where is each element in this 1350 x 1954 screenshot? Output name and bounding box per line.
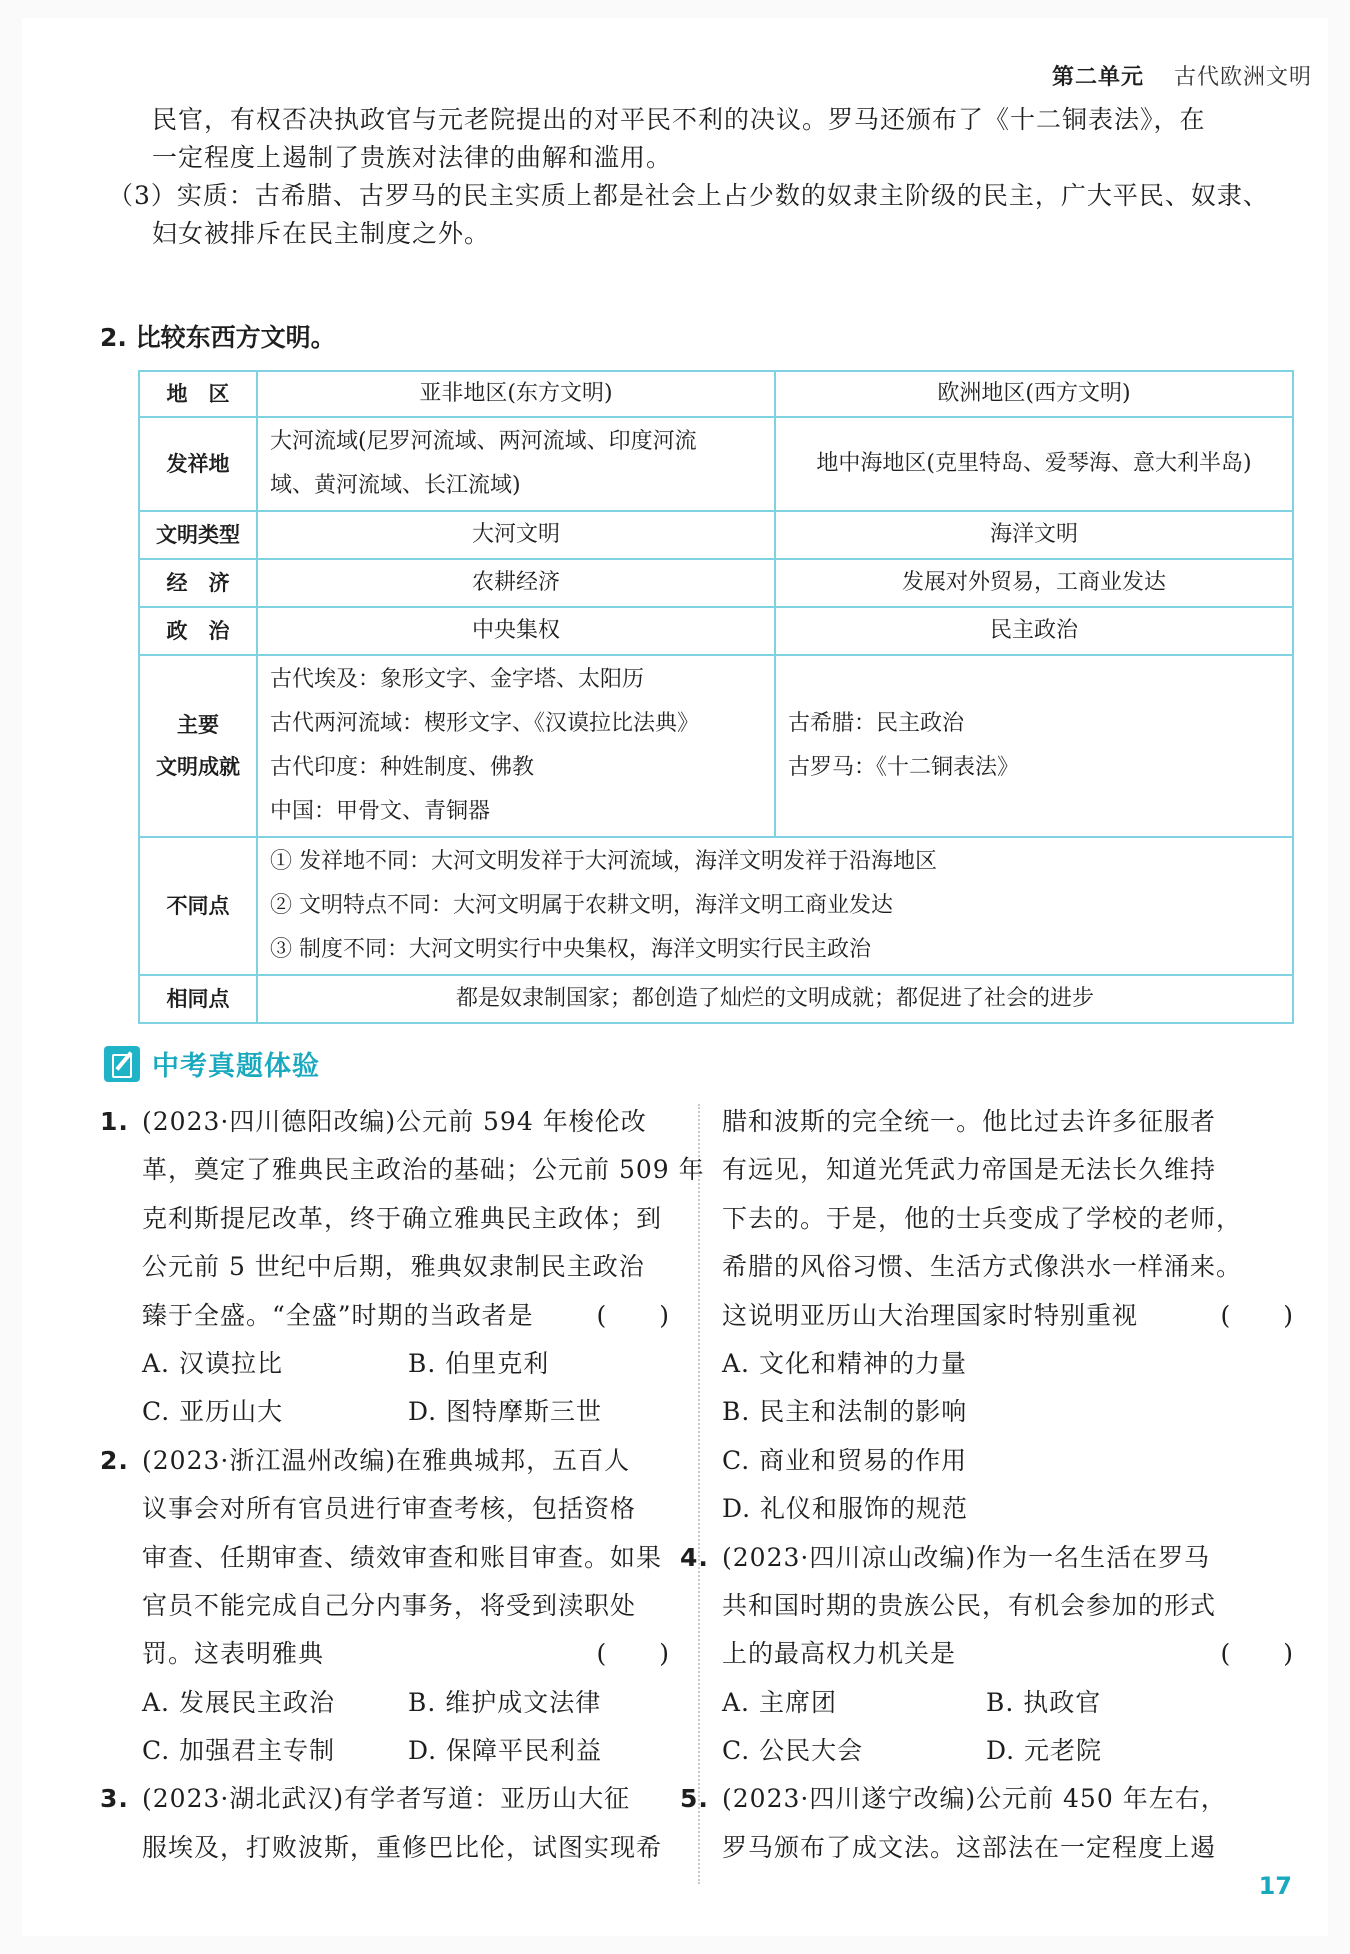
comparison-table bbox=[138, 370, 1294, 1024]
table-cell bbox=[257, 417, 775, 511]
question-text: (2023·湖北武汉)有学者写道：亚历山大征 bbox=[142, 1784, 631, 1814]
question-line bbox=[100, 1146, 705, 1194]
question-line bbox=[100, 1824, 680, 1872]
question-line bbox=[100, 1485, 680, 1533]
question-text: 共和国时期的贵族公民，有机会参加的形式 bbox=[722, 1590, 1217, 1620]
cell-line: ③ 制度不同：大河文明实行中央集权，海洋文明实行民主政治 bbox=[270, 937, 871, 962]
table-row bbox=[139, 837, 1293, 975]
table-cell: 都是奴隶制国家；都创造了灿烂的文明成就；都促进了社会的进步 bbox=[257, 975, 1293, 1023]
cell-line: ① 发祥地不同：大河文明发祥于大河流域，海洋文明发祥于沿海地区 bbox=[270, 849, 937, 874]
option-d[interactable]: D. 礼仪和服饰的规范 bbox=[722, 1494, 969, 1524]
table-row bbox=[139, 655, 1293, 837]
table-cell bbox=[257, 837, 1293, 975]
table-cell: 民主政治 bbox=[775, 607, 1293, 655]
cell-line: 古希腊：民主政治 bbox=[788, 711, 965, 736]
question-line bbox=[100, 1534, 680, 1582]
cell-line: 古代印度：种姓制度、佛教 bbox=[270, 755, 535, 780]
row-label: 不同点 bbox=[139, 837, 257, 975]
answer-blank[interactable]: ( ) bbox=[596, 1300, 670, 1330]
table-cell: 中央集权 bbox=[257, 607, 775, 655]
question-line bbox=[100, 1437, 680, 1485]
table-row bbox=[139, 417, 1293, 511]
options-row bbox=[100, 1727, 680, 1775]
unit-name: 古代欧洲文明 bbox=[1173, 65, 1312, 90]
row-label-line: 主要 bbox=[177, 713, 219, 737]
question-text: 罗马颁布了成文法。这部法在一定程度上遏 bbox=[722, 1832, 1217, 1862]
question-text: 这说明亚历山大治理国家时特别重视 bbox=[722, 1300, 1139, 1330]
option-d[interactable]: D. 保障平民利益 bbox=[408, 1736, 603, 1766]
question-text: 腊和波斯的完全统一。他比过去许多征服者 bbox=[722, 1107, 1217, 1136]
column-divider bbox=[698, 1104, 700, 1884]
question-line bbox=[100, 1243, 680, 1291]
table-cell: 欧洲地区(西方文明) bbox=[775, 371, 1293, 417]
option-b[interactable]: B. 民主和法制的影响 bbox=[722, 1397, 968, 1427]
cell-line: ② 文明特点不同：大河文明属于农耕文明，海洋文明工商业发达 bbox=[270, 893, 893, 918]
table-row bbox=[139, 511, 1293, 559]
question-line bbox=[680, 1534, 1294, 1582]
row-label: 经 济 bbox=[139, 559, 257, 607]
question-text: 克利斯提尼改革，终于确立雅典民主政体；到 bbox=[142, 1203, 663, 1233]
question-line bbox=[722, 1292, 1294, 1340]
option-c[interactable]: C. 公民大会 bbox=[722, 1736, 864, 1766]
question-number: 4. bbox=[680, 1542, 709, 1572]
table-cell bbox=[775, 655, 1293, 837]
question-line bbox=[100, 1582, 680, 1630]
table-cell: 海洋文明 bbox=[775, 511, 1293, 559]
question-text: 下去的。于是，他的士兵变成了学校的老师， bbox=[722, 1203, 1243, 1233]
question-text: 希腊的风俗习惯、生活方式像洪水一样涌来。 bbox=[722, 1252, 1243, 1282]
question-text: (2023·浙江温州改编)在雅典城邦，五百人 bbox=[142, 1445, 631, 1475]
options-row bbox=[100, 1679, 680, 1727]
option-b[interactable]: B. 维护成文法律 bbox=[408, 1687, 602, 1717]
row-label: 政 治 bbox=[139, 607, 257, 655]
question-text: 罚。这表明雅典 bbox=[142, 1639, 325, 1669]
intro-line-3: （3）实质：古希腊、古罗马的民主实质上都是社会上占少数的奴隶主阶级的民主，广大平民、奴隶、 bbox=[108, 181, 1269, 210]
question-line bbox=[722, 1195, 1294, 1243]
row-label: 发祥地 bbox=[139, 417, 257, 511]
question-text: 审查、任期审查、绩效审查和账目审查。如果 bbox=[142, 1542, 663, 1572]
cell-line: 大河流域(尼罗河流域、两河流域、印度河流 bbox=[270, 429, 697, 454]
question-number: 3. bbox=[100, 1784, 129, 1814]
row-label: 文明类型 bbox=[139, 511, 257, 559]
answer-blank[interactable]: ( ) bbox=[596, 1639, 670, 1669]
option-c[interactable]: C. 加强君主专制 bbox=[142, 1736, 336, 1766]
row-label bbox=[139, 655, 257, 837]
section-title: 2. 比较东西方文明。 bbox=[100, 323, 336, 352]
table-cell: 地中海地区(克里特岛、爱琴海、意大利半岛) bbox=[775, 417, 1293, 511]
exam-section-title: 中考真题体验 bbox=[152, 1051, 320, 1082]
question-text: (2023·四川凉山改编)作为一名生活在罗马 bbox=[722, 1542, 1211, 1572]
question-number: 5. bbox=[680, 1784, 709, 1814]
intro-line-2: 一定程度上遏制了贵族对法律的曲解和滥用。 bbox=[152, 143, 673, 172]
answer-blank[interactable]: ( ) bbox=[1220, 1639, 1294, 1669]
question-text: 革，奠定了雅典民主政治的基础；公元前 509 年 bbox=[142, 1155, 705, 1185]
table-cell: 大河文明 bbox=[257, 511, 775, 559]
option-b[interactable]: B. 执政官 bbox=[986, 1687, 1102, 1717]
question-text: 上的最高权力机关是 bbox=[722, 1639, 957, 1669]
question-line bbox=[100, 1292, 680, 1340]
options-row bbox=[722, 1727, 1294, 1775]
question-line bbox=[100, 1630, 680, 1678]
pencil-note-icon bbox=[104, 1046, 140, 1082]
question-line bbox=[722, 1824, 1294, 1872]
question-line bbox=[722, 1582, 1294, 1630]
question-line bbox=[722, 1243, 1294, 1291]
question-line bbox=[680, 1775, 1294, 1823]
intro-line-4: 妇女被排斥在民主制度之外。 bbox=[152, 219, 491, 248]
question-text: (2023·四川遂宁改编)公元前 450 年左右， bbox=[722, 1784, 1227, 1814]
question-text: 官员不能完成自己分内事务，将受到渎职处 bbox=[142, 1590, 637, 1620]
options-row bbox=[100, 1340, 680, 1388]
table-row bbox=[139, 975, 1293, 1023]
option-a[interactable]: A. 文化和精神的力量 bbox=[722, 1348, 967, 1378]
table-row bbox=[139, 559, 1293, 607]
cell-line: 古代两河流域：楔形文字、《汉谟拉比法典》 bbox=[270, 711, 700, 736]
right-column bbox=[680, 1098, 1294, 1872]
exam-section-heading bbox=[104, 1044, 320, 1083]
table-row bbox=[139, 371, 1293, 417]
question-text: 公元前 5 世纪中后期，雅典奴隶制民主政治 bbox=[142, 1252, 645, 1282]
question-line bbox=[722, 1098, 1294, 1146]
option-d[interactable]: D. 图特摩斯三世 bbox=[408, 1397, 603, 1427]
page-number: 17 bbox=[1258, 1872, 1292, 1900]
question-line bbox=[100, 1098, 680, 1146]
answer-blank[interactable]: ( ) bbox=[1220, 1300, 1294, 1330]
row-label: 地 区 bbox=[139, 371, 257, 417]
option-a[interactable]: A. 汉谟拉比 bbox=[142, 1348, 283, 1378]
question-line bbox=[722, 1630, 1294, 1678]
question-text: 议事会对所有官员进行审查考核，包括资格 bbox=[142, 1494, 637, 1524]
option-d[interactable]: D. 元老院 bbox=[986, 1736, 1103, 1766]
cell-line: 中国：甲骨文、青铜器 bbox=[270, 799, 491, 824]
intro-line-1: 民官，有权否决执政官与元老院提出的对平民不利的决议。罗马还颁布了《十二铜表法》，在 bbox=[152, 105, 1206, 134]
question-line bbox=[100, 1775, 680, 1823]
question-text: 臻于全盛。“全盛”时期的当政者是 bbox=[142, 1300, 534, 1330]
question-text: 服埃及，打败波斯，重修巴比伦，试图实现希 bbox=[142, 1832, 663, 1862]
option-b[interactable]: B. 伯里克利 bbox=[408, 1348, 550, 1378]
table-row bbox=[139, 607, 1293, 655]
row-label: 相同点 bbox=[139, 975, 257, 1023]
left-column bbox=[100, 1098, 705, 1872]
options-row bbox=[722, 1679, 1294, 1727]
option-c[interactable]: C. 商业和贸易的作用 bbox=[722, 1445, 968, 1475]
question-line bbox=[100, 1195, 680, 1243]
cell-line: 域、黄河流域、长江流域) bbox=[270, 473, 521, 498]
running-header bbox=[1052, 60, 1312, 91]
cell-line: 古罗马：《十二铜表法》 bbox=[788, 755, 1020, 780]
option-c[interactable]: C. 亚历山大 bbox=[142, 1397, 284, 1427]
option-a[interactable]: A. 主席团 bbox=[722, 1687, 837, 1717]
unit-label: 第二单元 bbox=[1051, 65, 1144, 90]
question-number: 2. bbox=[100, 1445, 129, 1475]
table-cell bbox=[257, 655, 775, 837]
question-number: 1. bbox=[100, 1107, 129, 1136]
cell-line: 古代埃及：象形文字、金字塔、太阳历 bbox=[270, 667, 645, 692]
table-cell: 发展对外贸易，工商业发达 bbox=[775, 559, 1293, 607]
question-text: (2023·四川德阳改编)公元前 594 年梭伦改 bbox=[142, 1107, 647, 1136]
option-a[interactable]: A. 发展民主政治 bbox=[142, 1687, 335, 1717]
question-line bbox=[722, 1146, 1294, 1194]
options-row bbox=[100, 1388, 680, 1436]
table-cell: 亚非地区(东方文明) bbox=[257, 371, 775, 417]
question-text: 有远见，知道光凭武力帝国是无法长久维持 bbox=[722, 1155, 1217, 1185]
table-cell: 农耕经济 bbox=[257, 559, 775, 607]
row-label-line: 文明成就 bbox=[156, 755, 240, 779]
